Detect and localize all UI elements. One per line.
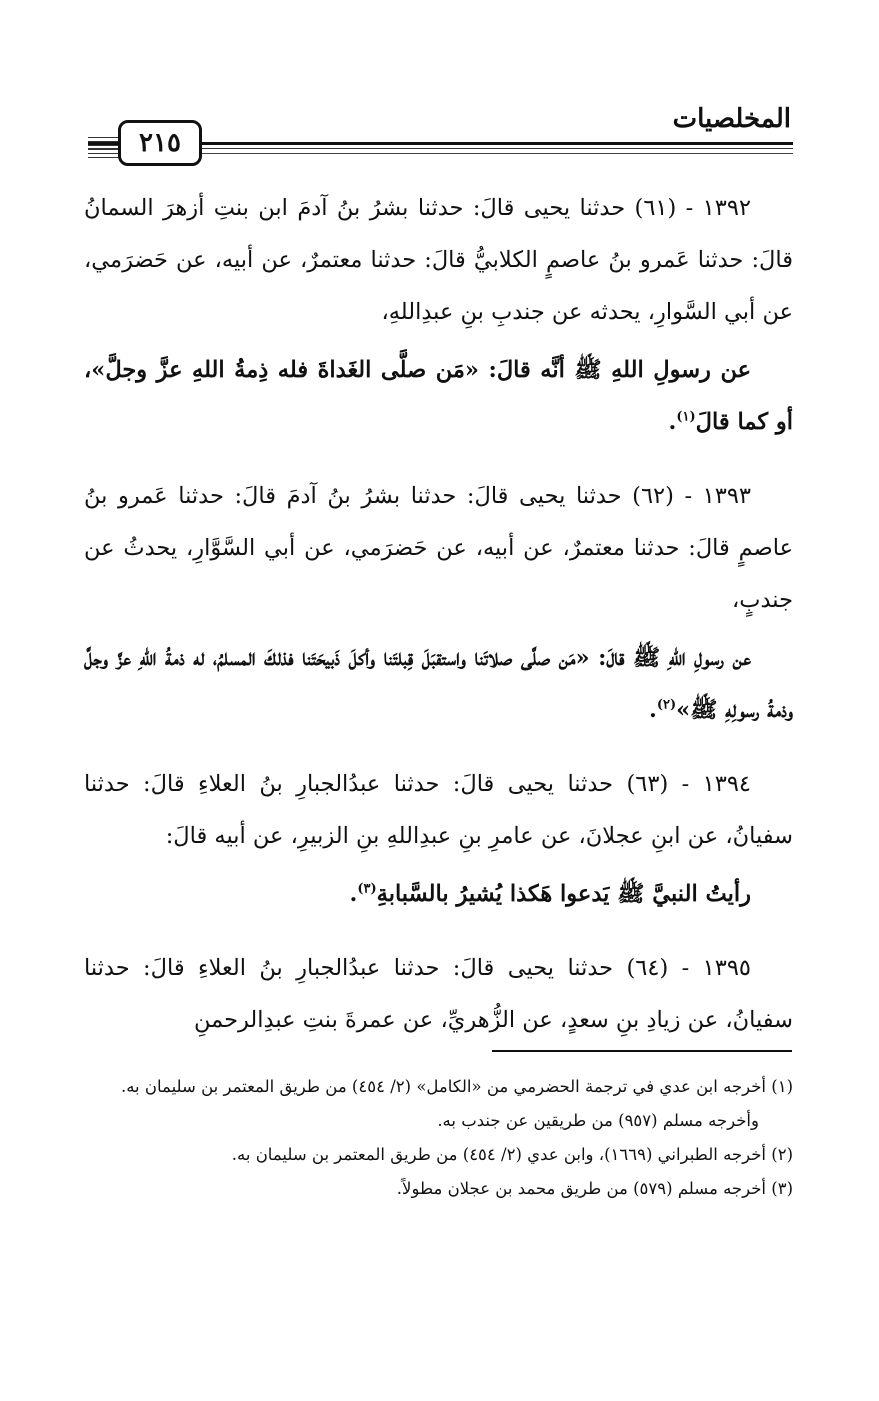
hadith-matn	[84, 344, 793, 448]
hadith-isnad: ١٣٩٢ - (٦١) حدثنا يحيى قالَ: حدثنا بشرُ بنُ آدمَ ابن بنتِ أزهرَ السمانُ قالَ: حدثنا عَمرو بنُ عاصمٍ الكلابيُّ قالَ: حدثنا معتمرٌ، عن أبيه، عن حَضرَمي، عن أبي السَّوارِ، يحدثه عن جندبِ بنِ عبدِاللهِ،	[84, 195, 793, 325]
page-number: ٢١٥	[118, 120, 202, 166]
matn-text: عن رسولِ اللهِ ﷺ قالَ: «مَن صلَّى صلاتَنا واستقبَلَ قِبلتَنا وأكلَ ذَبيحَتَنا فذلكَ المسلمُ، له ذمةُ اللهِ عزَّ وجلَّ وذمةُ رسولِهِ ﷺ»	[84, 645, 793, 723]
matn-text: رأيتُ النبيَّ ﷺ يَدعوا هَكذا يُشيرُ بالسَّبابةِ	[376, 881, 751, 907]
hadith-isnad: ١٣٩٣ - (٦٢) حدثنا يحيى قالَ: حدثنا بشرُ بنُ آدمَ قالَ: حدثنا عَمرو بنُ عاصمٍ قالَ: حدثنا معتمرٌ، عن أبيه، عن حَضرَمي، عن أبي السَّوَّارِ، يحدثُ عن جندبٍ،	[84, 483, 793, 613]
matn-end: .	[649, 697, 657, 723]
running-title: المخلصيات	[672, 104, 791, 134]
footnote-marker[interactable]: (٢)	[656, 697, 677, 713]
footnote: (٢) أخرجه الطبراني (١٦٦٩)، وابن عدي (٢/ ٤٥٤) من طريق المعتمر بن سليمان به.	[231, 1145, 793, 1164]
footnote-marker[interactable]: (٣)	[357, 881, 377, 897]
footnote: (١) أخرجه ابن عدي في ترجمة الحضرمي من «الكامل» (٢/ ٤٥٤) من طريق المعتمر بن سليمان به.	[120, 1077, 793, 1096]
footnote-separator	[492, 1050, 792, 1052]
matn-end: .	[349, 881, 358, 907]
main-text	[84, 182, 793, 1052]
footnotes	[84, 1070, 793, 1206]
matn-end: .	[668, 409, 677, 435]
hadith-matn	[84, 868, 793, 920]
footnote-marker[interactable]: (١)	[676, 409, 696, 425]
footnote: وأخرجه مسلم (٩٥٧) من طريقين عن جندب به.	[437, 1111, 759, 1130]
hadith-isnad: ١٣٩٤ - (٦٣) حدثنا يحيى قالَ: حدثنا عبدُالجبارِ بنُ العلاءِ قالَ: حدثنا سفيانُ، عن ابنِ عجلانَ، عن عامرِ بنِ عبدِاللهِ بنِ الزبيرِ، عن أبيه قالَ:	[84, 771, 793, 849]
footnote: (٣) أخرجه مسلم (٥٧٩) من طريق محمد بن عجلان مطولاً.	[396, 1179, 793, 1198]
hadith-isnad: ١٣٩٥ - (٦٤) حدثنا يحيى قالَ: حدثنا عبدُالجبارِ بنُ العلاءِ قالَ: حدثنا سفيانُ، عن زيادِ بنِ سعدٍ، عن الزُّهريِّ، عن عمرةَ بنتِ عبدِالرحمنِ	[84, 955, 793, 1033]
hadith-matn	[84, 632, 793, 736]
matn-text: عن رسولِ اللهِ ﷺ أنَّه قالَ: «مَن صلَّى الغَداةَ فله ذِمةُ اللهِ عزَّ وجلَّ»، أو كما قالَ	[84, 357, 793, 435]
